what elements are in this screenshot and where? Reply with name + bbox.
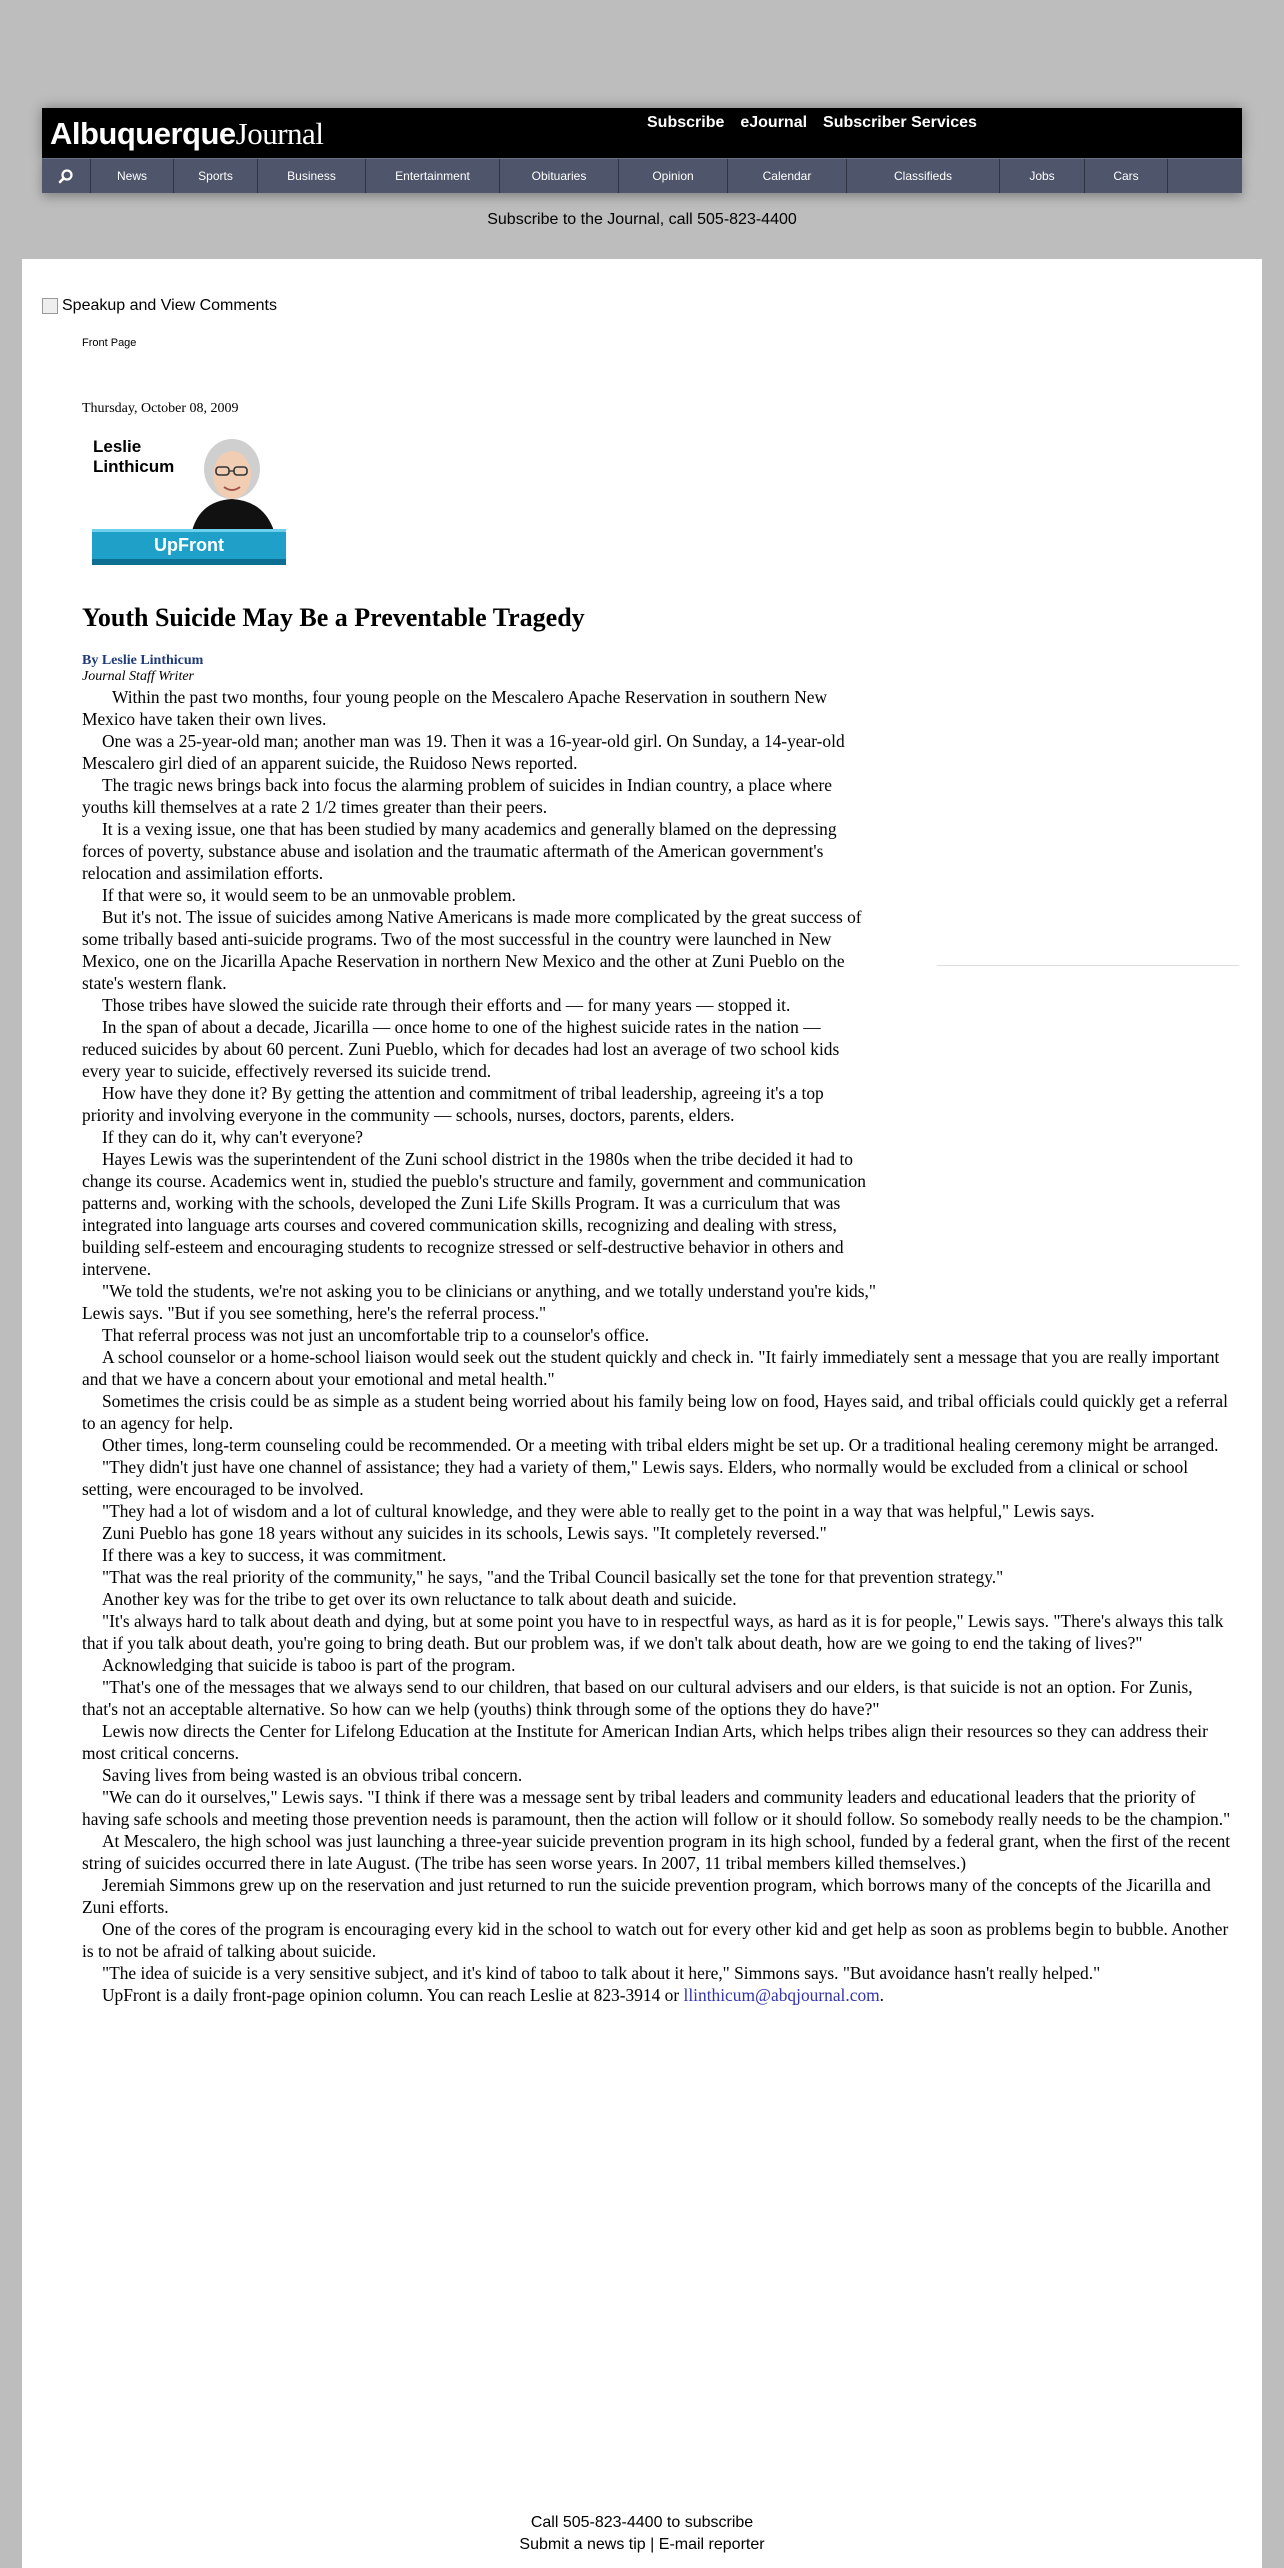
- article-paragraph: Acknowledging that suicide is taboo is part of the program.: [102, 1655, 516, 1675]
- ejournal-link[interactable]: eJournal: [740, 114, 808, 131]
- footer-subscribe: Call 505-823-4400 to subscribe: [530, 2514, 754, 2531]
- speakup-link[interactable]: [42, 297, 277, 315]
- footer: [22, 2512, 1262, 2556]
- article-paragraph: At Mescalero, the high school was just launching a three-year suicide prevention program in its high school, funded by a federal grant, when the first of the recent string of suicides occurred there in late August. (The tribe has seen worse years. In 2007, 11 tribal members killed themselves.): [82, 1831, 1231, 1873]
- closing-period: .: [879, 1985, 885, 2005]
- article-paragraph: Within the past two months, four young people on the Mescalero Apache Reservation in southern New Mexico have taken their own lives.: [82, 687, 828, 729]
- footer-links: [22, 2534, 1262, 2556]
- nav-business[interactable]: Business: [258, 159, 366, 193]
- article-paragraph: But it's not. The issue of suicides among Native Americans is made more complicated by the great success of some tribally based anti-suicide programs. Two of the most successful in the country were launched in New Mexico, one on the Jicarilla Apache Reservation in northern New Mexico and the other at Zuni Pueblo on the state's western flank.: [82, 907, 862, 993]
- columnist-name-line2: Linthicum: [93, 457, 175, 476]
- article-paragraph: Those tribes have slowed the suicide rate through their efforts and — for many years — stopped it.: [102, 995, 791, 1015]
- columnist-name-line1: Leslie: [93, 437, 142, 456]
- article-paragraph: If there was a key to success, it was commitment.: [102, 1545, 447, 1565]
- article-paragraph: The tragic news brings back into focus the alarming problem of suicides in Indian country, a place where youths kill themselves at a rate 2 1/2 times greater than their peers.: [82, 775, 833, 817]
- article-date: Thursday, October 08, 2009: [82, 401, 239, 416]
- article-paragraph: How have they done it? By getting the attention and commitment of tribal leadership, agreeing it's a top priority and involving everyone in the community — schools, nurses, doctors, parents, elders.: [82, 1083, 824, 1125]
- article-paragraph: A school counselor or a home-school liaison would seek out the student quickly and check in. "It fairly immediately sent a message that you are really important and that we have a concern about your emotional and metal health.": [82, 1347, 1220, 1389]
- nav-obituaries[interactable]: Obituaries: [500, 159, 619, 193]
- closing-paragraph: [82, 1984, 1232, 2006]
- article-paragraph: "It's always hard to talk about death and dying, but at some point you have to in respectful ways, as hard as it is for people," Lewis says. "There's always this talk that if you talk about death, you're going to bring death. But our problem was, if we don't talk about death, how are we going to end the taking of lives?": [82, 1611, 1224, 1653]
- search-button[interactable]: [42, 159, 91, 193]
- speakup-label: Speakup and View Comments: [62, 297, 277, 314]
- email-reporter-link[interactable]: E-mail reporter: [658, 2536, 765, 2553]
- section-label: Front Page: [82, 337, 137, 349]
- article-paragraph: Zuni Pueblo has gone 18 years without any suicides in its schools, Lewis says. "It completely reversed.": [102, 1523, 827, 1543]
- nav-news[interactable]: News: [91, 159, 174, 193]
- article-paragraph: It is a vexing issue, one that has been studied by many academics and generally blamed on the depressing forces of poverty, substance abuse and isolation and the traumatic aftermath of the American government's relocation and assimilation efforts.: [82, 819, 837, 883]
- article-paragraph: One was a 25-year-old man; another man was 19. Then it was a 16-year-old girl. On Sunday, a 14-year-old Mescalero girl died of an apparent suicide, the Ruidoso News reported.: [82, 731, 845, 773]
- nav-calendar[interactable]: Calendar: [728, 159, 847, 193]
- article-paragraph: That referral process was not just an uncomfortable trip to a counselor's office.: [102, 1325, 650, 1345]
- site-logo[interactable]: AlbuquerqueJournal: [50, 116, 324, 151]
- article-paragraph: Jeremiah Simmons grew up on the reservation and just returned to run the suicide prevention program, which borrows many of the concepts of the Jicarilla and Zuni efforts.: [82, 1875, 1211, 1917]
- article-paragraph: "We told the students, we're not asking you to be clinicians or anything, and we totally understand you're kids," Lewis says. "But if you see something, here's the referral process.": [82, 1281, 876, 1323]
- article-paragraph: Hayes Lewis was the superintendent of the Zuni school district in the 1980s when the tribe decided it had to change its course. Academics went in, studied the pueblo's structure and family, government and communication patterns and, working with the schools, developed the Zuni Life Skills Program. It was a curriculum that was integrated into language arts courses and covered communication skills, recognizing and dealing with stress, building self-esteem and encouraging students to recognize stressed or self-destructive behavior in others and intervene.: [82, 1149, 866, 1279]
- nav-entertainment[interactable]: Entertainment: [366, 159, 500, 193]
- article-headline: Youth Suicide May Be a Preventable Tragedy: [82, 603, 585, 632]
- article-paragraph: Saving lives from being wasted is an obvious tribal concern.: [102, 1765, 523, 1785]
- staff-title: Journal Staff Writer: [82, 669, 194, 684]
- content-panel: [22, 259, 1262, 2568]
- article-paragraph: "They didn't just have one channel of assistance; they had a variety of them," Lewis says. Elders, who normally would be excluded from a clinical or school setting, were encouraged to be involved.: [82, 1457, 1189, 1499]
- columnist-photo: [92, 425, 286, 565]
- upfront-badge: UpFront: [154, 535, 224, 555]
- article-paragraph: "That was the real priority of the community," he says, "and the Tribal Council basically set the tone for that prevention strategy.": [102, 1567, 1004, 1587]
- article-paragraph: Lewis now directs the Center for Lifelong Education at the Institute for American Indian Arts, which helps tribes align their resources so they can address their most critical concerns.: [82, 1721, 1208, 1763]
- submit-tip-link[interactable]: Submit a news tip: [519, 2536, 646, 2553]
- article-paragraph: One of the cores of the program is encouraging every kid in the school to watch out for every other kid and get help as soon as problems begin to bubble. Another is to not be afraid of talking about suicide.: [82, 1919, 1229, 1961]
- closing-text: UpFront is a daily front-page opinion column. You can reach Leslie at 823-3914 or: [102, 1985, 684, 2005]
- author-email-link[interactable]: llinthicum@abqjournal.com: [683, 1985, 880, 2005]
- main-nav: [42, 158, 1242, 193]
- nav-jobs[interactable]: Jobs: [1000, 159, 1085, 193]
- broken-image-icon: [42, 298, 58, 314]
- subscribe-notice: Subscribe to the Journal, call 505-823-4400: [487, 211, 797, 228]
- article-paragraph: If they can do it, why can't everyone?: [102, 1127, 363, 1147]
- article-paragraph: "We can do it ourselves," Lewis says. "I think if there was a message sent by tribal leaders and community leaders and educational leaders that the priority of having safe schools and meeting those prevention needs is paramount, then the action will follow or it should follow. So somebody really needs to be the champion.": [82, 1787, 1231, 1829]
- article-paragraph: In the span of about a decade, Jicarilla — once home to one of the highest suicide rates in the nation — reduced suicides by about 60 percent. Zuni Pueblo, which for decades had lost an average of two school kids every year to suicide, effectively reversed its suicide trend.: [82, 1017, 840, 1081]
- top-nav: [647, 114, 977, 132]
- article-paragraph: Other times, long-term counseling could be recommended. Or a meeting with tribal elders might be set up. Or a traditional healing ceremony might be arranged.: [102, 1435, 1219, 1455]
- article-paragraph: "The idea of suicide is a very sensitive subject, and it's kind of taboo to talk about it here," Simmons says. "But avoidance hasn't really helped.": [102, 1963, 1101, 1983]
- article-paragraph: "That's one of the messages that we always send to our children, that based on our cultural advisers and our elders, is that suicide is not an option. For Zunis, that's not an acceptable alternative. So how can we help (youths) think through some of the options they do have?": [82, 1677, 1193, 1719]
- nav-classifieds[interactable]: Classifieds: [847, 159, 1000, 193]
- article-paragraph: "They had a lot of wisdom and a lot of cultural knowledge, and they were able to really get to the point in a way that was helpful," Lewis says.: [102, 1501, 1095, 1521]
- article-paragraph: If that were so, it would seem to be an unmovable problem.: [102, 885, 516, 905]
- byline[interactable]: By Leslie Linthicum: [82, 653, 204, 668]
- footer-separator: |: [650, 2536, 655, 2553]
- article-paragraph: Another key was for the tribe to get over its own reluctance to talk about death and suicide.: [102, 1589, 737, 1609]
- masthead: [42, 108, 1242, 158]
- subscribe-link[interactable]: Subscribe: [647, 114, 725, 131]
- article-paragraph: Sometimes the crisis could be as simple as a student being worried about his family being low on food, Hayes said, and tribal officials could quickly get a referral to an agency for help.: [82, 1391, 1228, 1433]
- nav-cars[interactable]: Cars: [1085, 159, 1168, 193]
- nav-opinion[interactable]: Opinion: [619, 159, 728, 193]
- subscriber-services-link[interactable]: Subscriber Services: [823, 114, 977, 131]
- article-body: [82, 686, 1232, 2006]
- search-icon: [58, 168, 74, 184]
- nav-sports[interactable]: Sports: [174, 159, 258, 193]
